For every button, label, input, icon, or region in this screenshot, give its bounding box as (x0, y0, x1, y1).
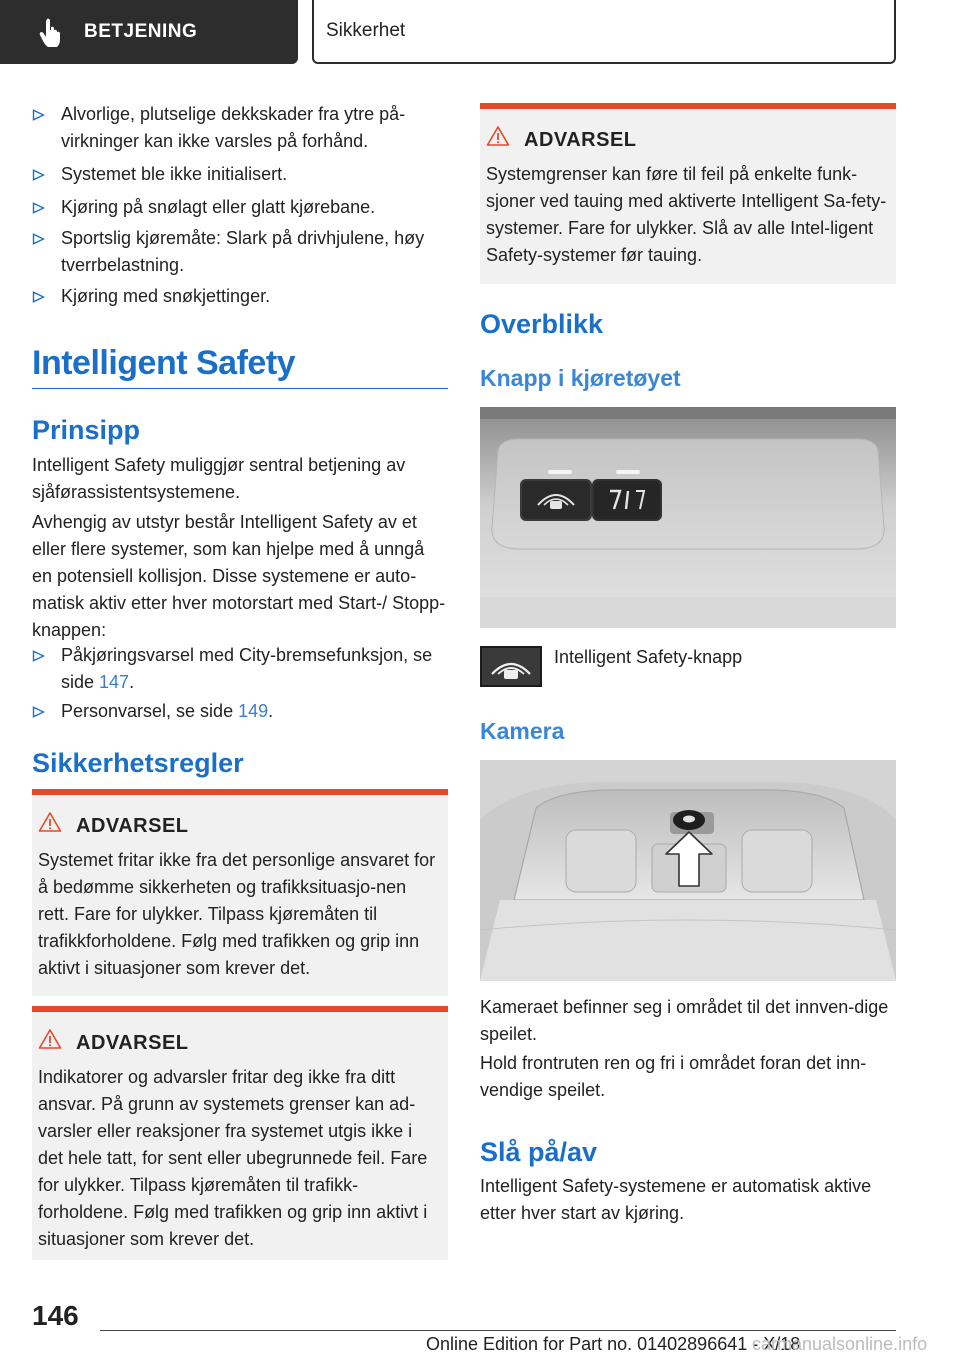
camera-photo (480, 760, 896, 981)
warning-triangle-icon (38, 1028, 62, 1050)
heading-kamera: Kamera (480, 718, 565, 744)
triangle-right-outline-icon (32, 169, 45, 181)
triangle-right-outline-icon (32, 706, 45, 718)
footer-edition: Online Edition for Part no. 01402896641 - X/18 (426, 1334, 801, 1354)
warning-text: Systemet fritar ikke fra det personlige ansvaret for å bedømme sikkerheten og trafikksituasjo-nen rett. Fare for ulykker. Tilpass kjøremåten til trafikkforholdene. Følg med trafikken og grip inn aktivt i situasjoner som krever det. (38, 850, 436, 978)
warning-box (32, 1006, 448, 1260)
list-item-text: Systemet ble ikke initialisert. (61, 164, 288, 184)
footer-watermark: carmanualsonline.info (752, 1334, 928, 1354)
warning-triangle-icon (486, 125, 510, 147)
list-item-text: Personvarsel, se side 149. (61, 701, 274, 721)
warning-title: ADVARSEL (524, 129, 637, 151)
heading-knapp: Knapp i kjøretøyet (480, 365, 681, 391)
list-item-text: Kjøring med snøkjettinger. (61, 286, 271, 306)
intelligent-safety-button-icon (480, 646, 542, 687)
list-item-text: Alvorlige, plutselige dekkskader fra ytre på-virkninger kan ikke varsles på forhånd. (61, 104, 406, 151)
warning-triangle-icon (38, 811, 62, 833)
list-item (32, 698, 448, 725)
paragraph: Intelligent Safety-systemene er automatisk aktive etter hver start av kjøring. (480, 1176, 872, 1223)
list-item (32, 283, 448, 310)
page-number: 146 (32, 1300, 79, 1331)
warning-box (480, 103, 896, 284)
list-item (32, 161, 448, 188)
subsection-label: Sikkerhet (326, 20, 406, 41)
warning-title: ADVARSEL (76, 1032, 189, 1054)
section-tab (0, 0, 298, 64)
list-item (32, 225, 448, 279)
section-label: BETJENING (84, 21, 198, 42)
paragraph: Hold frontruten ren og fri i området foran det inn-vendige speilet. (480, 1053, 867, 1100)
list-item (32, 194, 448, 221)
warning-title: ADVARSEL (76, 815, 189, 837)
warning-text: Systemgrenser kan føre til feil på enkelte funk-sjoner ved tauing med aktiverte Intelligent Sa-fety-systemer. Fare for ulykker. Slå av alle Intel-ligent Safety-systemer før tauing. (486, 164, 887, 265)
hand-pointer-icon (38, 17, 64, 47)
warning-box (32, 789, 448, 996)
list-item (32, 101, 448, 155)
list-item-text: Påkjøringsvarsel med City-bremsefunksjon, se side 147. (61, 645, 433, 692)
heading-overblikk: Overblikk (480, 309, 604, 339)
list-item-text: Kjøring på snølagt eller glatt kjørebane. (61, 197, 376, 217)
subsection-tab (312, 0, 896, 64)
footer-rule (100, 1330, 896, 1331)
title-rule (32, 388, 448, 389)
triangle-right-outline-icon (32, 291, 45, 303)
warning-text: Indikatorer og advarsler fritar deg ikke fra ditt ansvar. På grunn av systemets grenser kan ad-varsler eller reaksjoner fra systemet utgis ikke i det hele tatt, for sent eller ubegrunnede feil. Fare for ulykker. Tilpass kjøremåten til trafikk-forholdene. Følg med trafikken og grip inn aktivt i situasjoner som krever det. (38, 1067, 428, 1249)
heading-prinsipp: Prinsipp (32, 415, 141, 445)
triangle-right-outline-icon (32, 233, 45, 245)
heading-slaa-paa-av: Slå på/av (480, 1137, 598, 1167)
paragraph: Avhengig av utstyr består Intelligent Safety av et eller flere systemer, som kan hjelpe med å unngå en potensiell kollisjon. Disse systemene er auto-matisk aktiv etter hver motorstart med Start-/ Stopp-knappen: (32, 512, 446, 640)
page-link-149[interactable]: 149 (238, 701, 269, 721)
paragraph: Kameraet befinner seg i området til det innven-dige speilet. (480, 997, 889, 1044)
list-item (32, 642, 448, 696)
triangle-right-outline-icon (32, 650, 45, 662)
button-photo (480, 407, 896, 628)
figure-caption: Intelligent Safety-knapp (554, 647, 743, 667)
paragraph: Intelligent Safety muliggjør sentral betjening av sjåførassistentsystemene. (32, 455, 406, 502)
page-title: Intelligent Safety (32, 344, 296, 382)
page-link-147[interactable]: 147 (99, 672, 130, 692)
triangle-right-outline-icon (32, 202, 45, 214)
list-item-text: Sportslig kjøremåte: Slark på drivhjulene, høy tverrbelastning. (61, 228, 425, 275)
heading-sikkerhetsregler: Sikkerhetsregler (32, 748, 244, 778)
triangle-right-outline-icon (32, 109, 45, 121)
